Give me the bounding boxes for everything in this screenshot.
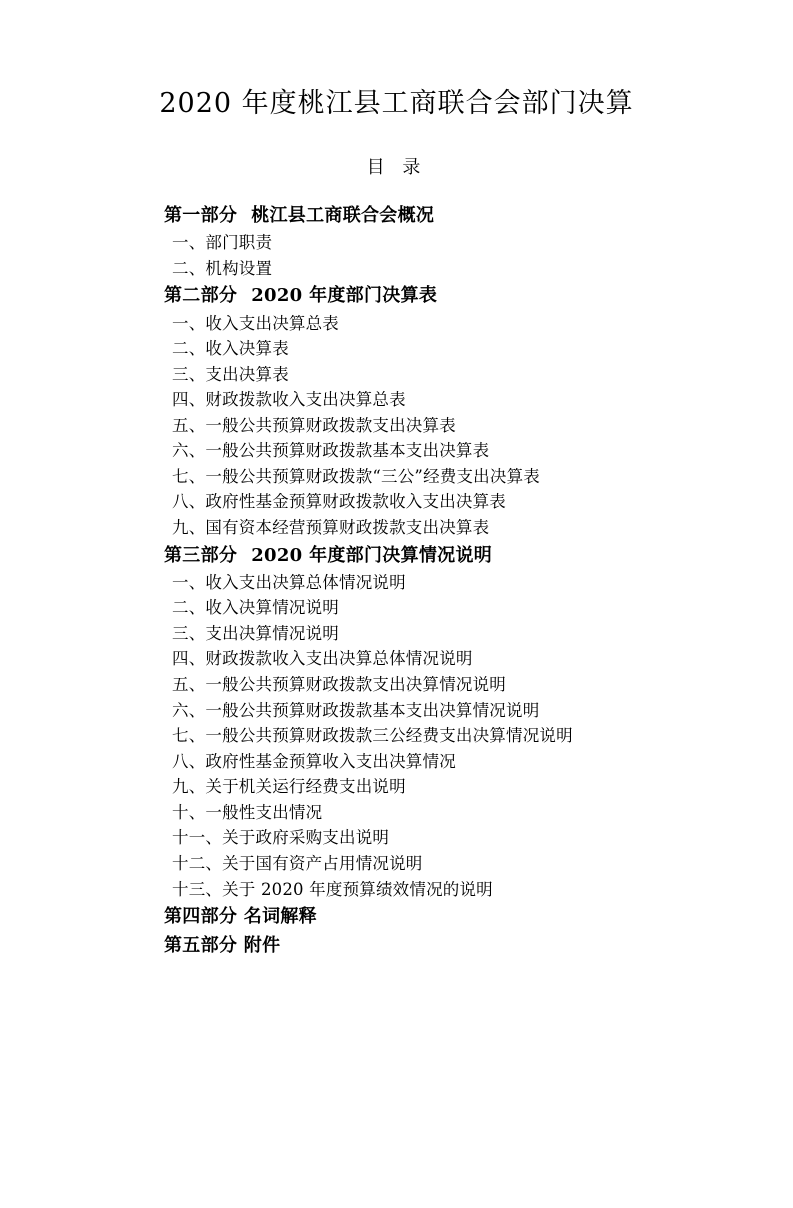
toc-part-label: 第二部分 — [164, 285, 238, 307]
toc-item[interactable]: 一、部门职责 — [172, 233, 273, 253]
toc-item[interactable]: 七、一般公共预算财政拨款三公经费支出决算情况说明 — [172, 726, 573, 746]
document-page — [0, 86, 793, 1208]
toc-item[interactable]: 九、国有资本经营预算财政拨款支出决算表 — [172, 518, 490, 538]
toc-part-title: 名词解释 — [243, 906, 317, 928]
toc-item[interactable]: 三、支出决算情况说明 — [172, 623, 339, 643]
toc-part-label: 第一部分 — [164, 205, 238, 227]
toc-item[interactable]: 二、收入决算情况说明 — [172, 598, 339, 618]
toc-item[interactable]: 十二、关于国有资产占用情况说明 — [172, 853, 423, 873]
toc-part-heading[interactable] — [164, 541, 697, 570]
toc-item[interactable]: 八、政府性基金预算财政拨款收入支出决算表 — [172, 492, 506, 512]
toc-part-heading[interactable] — [164, 931, 697, 960]
toc-heading: 目 录 — [366, 157, 427, 179]
toc-item[interactable]: 一、收入支出决算总表 — [172, 313, 339, 333]
toc-item[interactable]: 四、财政拨款收入支出决算总体情况说明 — [172, 649, 473, 669]
toc-item[interactable]: 三、支出决算表 — [172, 364, 289, 384]
toc-item[interactable]: 六、一般公共预算财政拨款基本支出决算表 — [172, 441, 490, 461]
toc-part-title: 2020 年度部门决算表 — [251, 285, 438, 307]
toc-part-heading[interactable] — [164, 281, 697, 310]
toc-item[interactable]: 十一、关于政府采购支出说明 — [172, 828, 390, 848]
toc-item[interactable]: 十三、关于 2020 年度预算绩效情况的说明 — [172, 879, 493, 899]
toc-part-title: 桃江县工商联合会概况 — [251, 205, 435, 227]
toc-item[interactable]: 二、收入决算表 — [172, 339, 289, 359]
toc-part-label: 第三部分 — [164, 544, 238, 566]
toc-part-heading[interactable] — [164, 902, 697, 931]
toc-item[interactable]: 六、一般公共预算财政拨款基本支出决算情况说明 — [172, 700, 540, 720]
toc-item[interactable]: 七、一般公共预算财政拨款“三公”经费支出决算表 — [172, 466, 540, 486]
toc-part-title: 2020 年度部门决算情况说明 — [251, 544, 493, 566]
toc-item[interactable]: 五、一般公共预算财政拨款支出决算情况说明 — [172, 675, 506, 694]
table-of-contents — [96, 201, 697, 960]
toc-item[interactable]: 八、政府性基金预算收入支出决算情况 — [172, 751, 456, 771]
toc-item[interactable]: 十、一般性支出情况 — [172, 802, 323, 822]
toc-part-title: 附件 — [243, 935, 281, 957]
toc-item[interactable]: 五、一般公共预算财政拨款支出决算表 — [172, 415, 456, 435]
toc-item[interactable]: 一、收入支出决算总体情况说明 — [172, 572, 406, 592]
toc-part-label: 第五部分 — [164, 935, 238, 957]
page-title: 2020 年度桃江县工商联合会部门决算 — [159, 88, 634, 119]
toc-part-label: 第四部分 — [164, 906, 238, 928]
toc-item[interactable]: 四、财政拨款收入支出决算总表 — [172, 390, 406, 410]
toc-item[interactable]: 二、机构设置 — [172, 258, 273, 278]
toc-item[interactable]: 九、关于机关运行经费支出说明 — [172, 777, 406, 797]
toc-part-heading[interactable] — [164, 201, 697, 230]
